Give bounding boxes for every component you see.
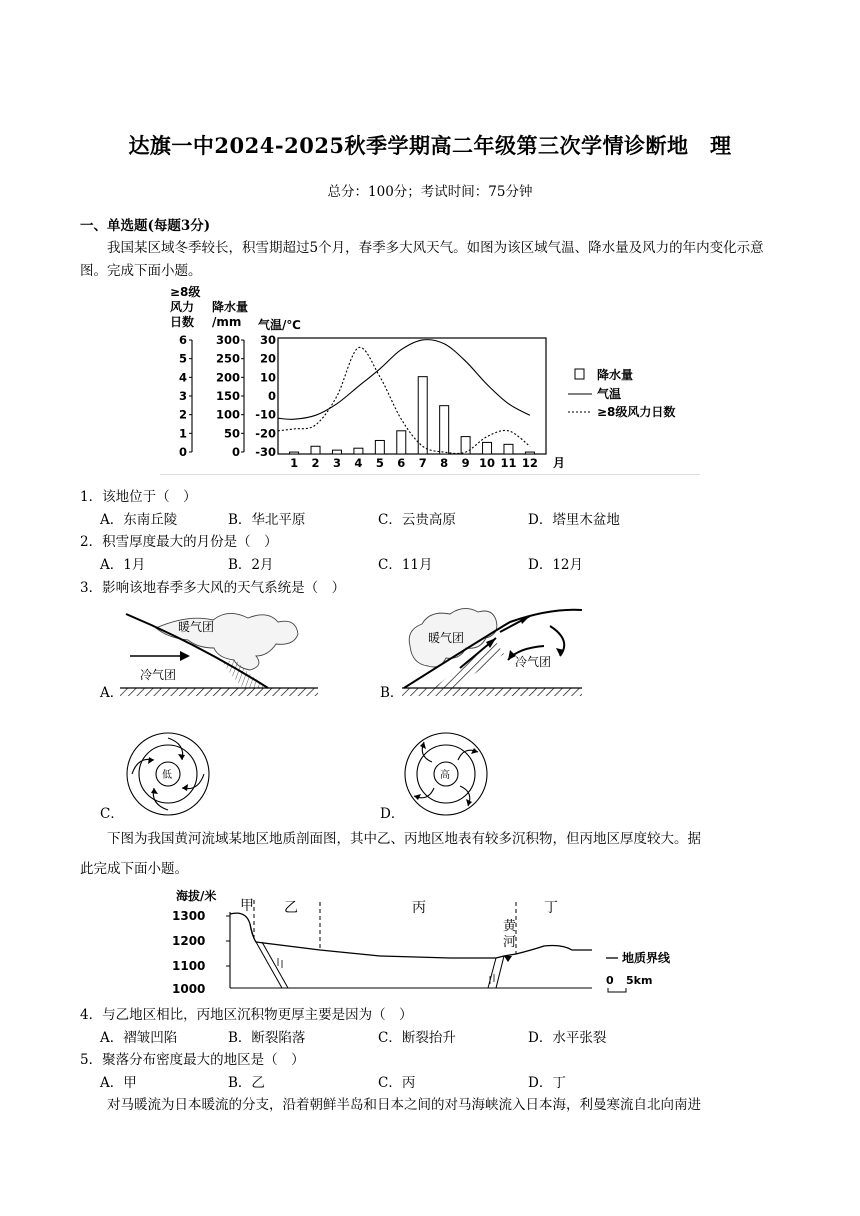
precip-bar-10 bbox=[483, 442, 492, 454]
precip-axis-label-2: /mm bbox=[212, 315, 242, 329]
fig-b-ground bbox=[402, 688, 582, 696]
question-2-option-d[interactable]: D．12月 bbox=[528, 557, 584, 573]
question-2-stem: 2．积雪厚度最大的月份是（ ） bbox=[80, 534, 278, 550]
chart-underline bbox=[160, 474, 700, 475]
temp-tick-10: 10 bbox=[259, 370, 276, 385]
wind-tick-4: 4 bbox=[178, 370, 187, 385]
question-3-option-b[interactable]: B． bbox=[380, 685, 404, 701]
precip-bar-7 bbox=[418, 377, 427, 454]
figure-warm-front bbox=[118, 604, 323, 700]
scale-bar bbox=[608, 988, 626, 992]
month-tick-7: 7 bbox=[418, 456, 427, 470]
question-2-option-b[interactable]: B．2月 bbox=[228, 557, 274, 573]
geologic-profile bbox=[170, 884, 690, 996]
wind-axis-label-1: ≥8级 bbox=[170, 285, 201, 299]
fig-a-arrowhead bbox=[180, 651, 190, 661]
month-tick-3: 3 bbox=[332, 456, 341, 470]
question-5-option-c[interactable]: C．丙 bbox=[378, 1075, 416, 1091]
precip-bar-2 bbox=[311, 446, 320, 454]
question-5-option-d[interactable]: D．丁 bbox=[528, 1075, 566, 1091]
wind-tick-0: 0 bbox=[178, 445, 187, 459]
temp-axis-label: 气温/℃ bbox=[258, 318, 301, 332]
precip-bar-4 bbox=[354, 448, 363, 454]
question-1-option-a[interactable]: A．东南丘陵 bbox=[100, 512, 178, 528]
precip-bar-11 bbox=[504, 444, 513, 454]
intro-paragraph-1: 我国某区域冬季较长，积雪期超过5个月，春季多大风天气。如图为该区域气温、降水量及风力的年内变化示意图。完成下面小题。 bbox=[80, 240, 764, 279]
question-2-option-c[interactable]: C．11月 bbox=[378, 557, 433, 573]
precip-bar-3 bbox=[332, 450, 341, 454]
precip-tick-200: 200 bbox=[215, 370, 240, 385]
fig-d-center-label: 高 bbox=[440, 770, 450, 781]
fig-c-center-label: 低 bbox=[162, 770, 172, 781]
question-1-option-c[interactable]: C．云贵高原 bbox=[378, 512, 456, 528]
question-4-option-c[interactable]: C．断裂抬升 bbox=[378, 1030, 456, 1046]
wind-axis-label-2: 风力 bbox=[170, 300, 195, 314]
question-3-option-a[interactable]: A． bbox=[100, 685, 124, 701]
month-tick-9: 9 bbox=[461, 456, 470, 470]
exam-info: 总分：100分；考试时间：75分钟 bbox=[327, 184, 533, 200]
scale-label: 5km bbox=[626, 974, 653, 987]
river-label-bottom: 河 bbox=[503, 935, 517, 950]
figure-cold-front bbox=[400, 604, 585, 700]
question-3-option-d[interactable]: D． bbox=[380, 806, 405, 822]
month-tick-8: 8 bbox=[440, 456, 449, 470]
figure-high-pressure bbox=[402, 730, 490, 818]
legend-precip: 降水量 bbox=[597, 368, 634, 382]
legend-temp: 气温 bbox=[597, 387, 622, 401]
precip-bar-5 bbox=[375, 440, 384, 454]
wind-tick-2: 2 bbox=[178, 407, 187, 422]
temp-tick--20: -20 bbox=[255, 426, 276, 441]
temp-tick-30: 30 bbox=[259, 333, 276, 347]
temperature-line bbox=[278, 340, 530, 420]
terrain-surface bbox=[230, 913, 592, 958]
river-label-top: 黄 bbox=[503, 919, 517, 934]
x-axis-label: 月 bbox=[553, 456, 566, 470]
legend-precip-swatch bbox=[575, 369, 584, 379]
month-tick-5: 5 bbox=[375, 456, 384, 470]
month-tick-6: 6 bbox=[397, 456, 406, 470]
precip-tick-150: 150 bbox=[215, 389, 240, 403]
fig-b-cold-label: 冷气团 bbox=[515, 655, 552, 669]
temp-tick-0: 0 bbox=[267, 389, 276, 403]
question-2-option-a[interactable]: A．1月 bbox=[100, 557, 146, 573]
precip-bar-9 bbox=[461, 437, 470, 454]
month-tick-12: 12 bbox=[521, 456, 538, 470]
question-1-option-b[interactable]: B．华北平原 bbox=[228, 512, 306, 528]
wind-tick-5: 5 bbox=[178, 351, 187, 366]
precip-bar-12 bbox=[525, 452, 534, 454]
temp-tick--30: -30 bbox=[255, 445, 276, 459]
wind-axis-label-3: 日数 bbox=[170, 315, 195, 329]
climate-chart bbox=[160, 280, 700, 476]
profile-ylabel: 海拔/米 bbox=[176, 889, 217, 903]
precip-tick-300: 300 bbox=[215, 333, 240, 347]
month-tick-11: 11 bbox=[500, 456, 517, 470]
question-1-option-d[interactable]: D．塔里木盆地 bbox=[528, 512, 620, 528]
precip-tick-50: 50 bbox=[223, 426, 240, 441]
precip-bar-8 bbox=[440, 406, 449, 454]
question-3-stem: 3．影响该地春季多大风的天气系统是（ ） bbox=[80, 580, 346, 596]
fig-a-warm-label: 暖气团 bbox=[178, 620, 215, 634]
region-yi: 乙 bbox=[284, 900, 298, 916]
profile-ytick-1300: 1300 bbox=[172, 909, 206, 923]
month-tick-10: 10 bbox=[479, 456, 496, 470]
question-5-stem: 5．聚落分布密度最大的地区是（ ） bbox=[80, 1052, 305, 1068]
intro-paragraph-2-line-1: 下图为我国黄河流域某地区地质剖面图，其中乙、丙地区地表有较多沉积物，但丙地区厚度较大。据 bbox=[107, 831, 701, 847]
region-ding: 丁 bbox=[544, 900, 558, 916]
question-4-stem: 4．与乙地区相比，丙地区沉积物更厚主要是因为（ ） bbox=[80, 1007, 413, 1023]
section-heading: 一、单选题(每题3分) bbox=[80, 218, 211, 234]
precip-tick-100: 100 bbox=[215, 407, 240, 422]
region-jia: 甲 bbox=[240, 898, 254, 914]
legend-boundary-label: 地质界线 bbox=[622, 951, 671, 965]
month-tick-2: 2 bbox=[311, 456, 320, 470]
profile-ytick-1100: 1100 bbox=[172, 959, 206, 973]
intro-paragraph-3: 对马暖流为日本暖流的分支，沿着朝鲜半岛和日本之间的对马海峡流入日本海，利曼寒流自北向南进 bbox=[107, 1097, 701, 1113]
question-4-option-b[interactable]: B．断裂陷落 bbox=[228, 1030, 306, 1046]
question-1-stem: 1．该地位于（ ） bbox=[80, 489, 197, 505]
fig-b-warm-label: 暖气团 bbox=[428, 631, 465, 645]
precip-axis-label-1: 降水量 bbox=[212, 300, 249, 314]
question-4-option-a[interactable]: A．褶皱凹陷 bbox=[100, 1030, 178, 1046]
wind-tick-1: 1 bbox=[178, 426, 187, 441]
profile-ytick-1000: 1000 bbox=[172, 982, 206, 996]
precip-bar-6 bbox=[397, 431, 406, 454]
precip-bar-1 bbox=[290, 452, 299, 454]
precip-tick-0: 0 bbox=[231, 445, 240, 459]
page-title: 达旗一中2024-2025秋季学期高二年级第三次学情诊断地 理 bbox=[128, 133, 732, 158]
legend-wind: ≥8级风力日数 bbox=[597, 405, 676, 419]
question-5-option-b[interactable]: B．乙 bbox=[228, 1075, 265, 1091]
plot-frame bbox=[278, 338, 546, 454]
wind-tick-6: 6 bbox=[178, 333, 187, 347]
question-4-option-d[interactable]: D．水平张裂 bbox=[528, 1030, 607, 1046]
river-marker bbox=[504, 956, 512, 962]
fig-a-cold-label: 冷气团 bbox=[140, 668, 177, 682]
scale-zero: 0 bbox=[606, 974, 614, 987]
precip-tick-250: 250 bbox=[215, 351, 240, 366]
intro-paragraph-2-line-2: 此完成下面小题。 bbox=[80, 861, 188, 877]
wind-tick-3: 3 bbox=[178, 389, 187, 403]
profile-ytick-1200: 1200 bbox=[172, 934, 206, 948]
month-tick-1: 1 bbox=[290, 456, 299, 470]
question-5-option-a[interactable]: A．甲 bbox=[100, 1075, 137, 1091]
fig-a-ground bbox=[120, 688, 318, 696]
month-tick-4: 4 bbox=[354, 456, 363, 470]
question-3-option-c[interactable]: C． bbox=[100, 806, 124, 822]
region-bing: 丙 bbox=[412, 900, 426, 916]
temp-tick-20: 20 bbox=[259, 351, 276, 366]
figure-low-pressure bbox=[124, 730, 212, 818]
temp-tick--10: -10 bbox=[255, 407, 276, 422]
